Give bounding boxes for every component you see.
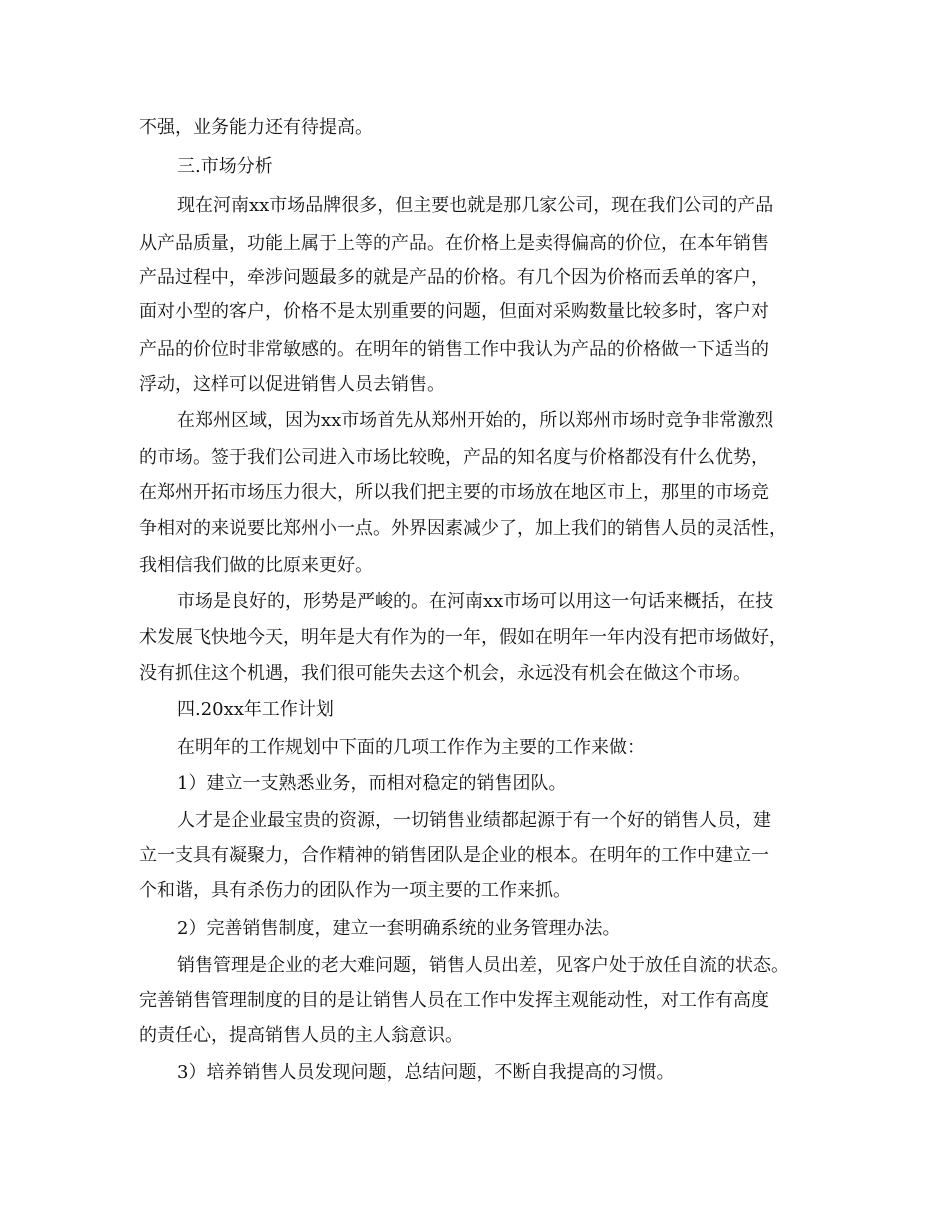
text-line: 产品过程中，牵涉问题最多的就是产品的价格。有几个因为价格而丢单的客户， xyxy=(139,267,769,288)
list-item: 1）建立一支熟悉业务，而相对稳定的销售团队。 xyxy=(177,773,567,794)
text-line: 立一支具有凝聚力，合作精神的销售团队是企业的根本。在明年的工作中建立一 xyxy=(139,845,769,866)
text-line: 浮动，这样可以促进销售人员去销售。 xyxy=(139,374,445,395)
list-item: 3）培养销售人员发现问题，总结问题，不断自我提高的习惯。 xyxy=(177,1062,675,1083)
text-line: 市场是良好的，形势是严峻的。在河南xx市场可以用这一句话来概括，在技 xyxy=(177,591,774,612)
text-line: 的市场。签于我们公司进入市场比较晚，产品的知名度与价格都没有什么优势， xyxy=(139,447,769,468)
text-line: 完善销售管理制度的目的是让销售人员在工作中发挥主观能动性，对工作有高度 xyxy=(139,990,769,1011)
text-line: 术发展飞快地今天，明年是大有作为的一年，假如在明年一年内没有把市场做好， xyxy=(139,627,787,648)
text-line: 从产品质量，功能上属于上等的产品。在价格上是卖得偏高的价位，在本年销售 xyxy=(139,233,769,254)
text-line: 个和谐，具有杀伤力的团队作为一项主要的工作来抓。 xyxy=(139,880,571,901)
text-line: 不强，业务能力还有待提高。 xyxy=(139,117,373,138)
text-line: 在明年的工作规划中下面的几项工作作为主要的工作来做： xyxy=(177,737,645,758)
list-item: 2）完善销售制度，建立一套明确系统的业务管理办法。 xyxy=(177,918,621,939)
text-line: 人才是企业最宝贵的资源，一切销售业绩都起源于有一个好的销售人员，建 xyxy=(177,810,771,831)
section-heading: 三.市场分析 xyxy=(177,156,273,177)
text-line: 的责任心，提高销售人员的主人翁意识。 xyxy=(139,1025,463,1046)
text-line: 在郑州开拓市场压力很大，所以我们把主要的市场放在地区市上，那里的市场竞 xyxy=(139,482,769,503)
text-line: 没有抓住这个机遇，我们很可能失去这个机会，永远没有机会在做这个市场。 xyxy=(139,663,751,684)
text-line: 在郑州区域，因为xx市场首先从郑州开始的，所以郑州市场时竞争非常激烈 xyxy=(177,410,774,431)
text-line: 现在河南xx市场品牌很多，但主要也就是那几家公司，现在我们公司的产品 xyxy=(177,195,774,216)
text-line: 我相信我们做的比原来更好。 xyxy=(139,555,373,576)
section-heading: 四.20xx年工作计划 xyxy=(177,699,334,720)
text-line: 销售管理是企业的老大难问题，销售人员出差，见客户处于放任自流的状态。 xyxy=(177,955,789,976)
text-line: 面对小型的客户，价格不是太别重要的问题，但面对采购数量比较多时，客户对 xyxy=(139,301,769,322)
text-line: 争相对的来说要比郑州小一点。外界因素减少了，加上我们的销售人员的灵活性， xyxy=(139,518,787,539)
text-line: 产品的价位时非常敏感的。在明年的销售工作中我认为产品的价格做一下适当的 xyxy=(139,339,769,360)
